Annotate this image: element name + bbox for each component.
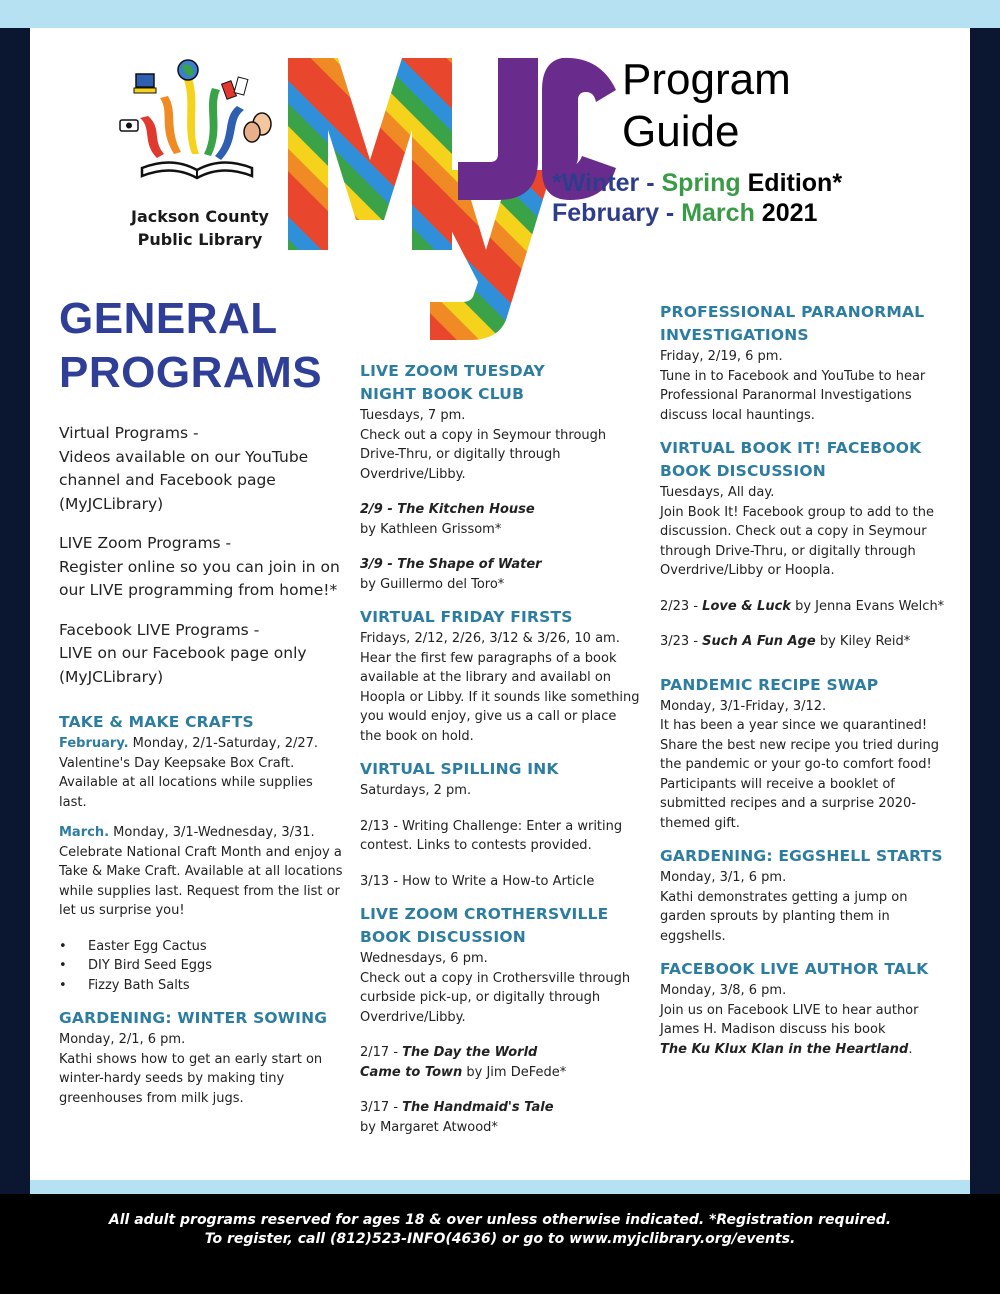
spilling-ink-when: Saturdays, 2 pm. xyxy=(360,783,472,798)
column-right xyxy=(660,301,950,1059)
footer-line2: To register, call (812)523-INFO(4636) or go to www.myjclibrary.org/events. xyxy=(204,1231,796,1247)
friday-firsts-when: Fridays, 2/12, 2/26, 3/12 & 3/26, 10 am. xyxy=(360,631,620,646)
dates-prefix: February - xyxy=(552,199,682,227)
croth-book1-author: by Jim DeFede* xyxy=(462,1064,567,1080)
book2-title: The Shape of Water xyxy=(397,557,542,572)
mar-label: March. xyxy=(59,825,110,840)
zoom-programs-title: LIVE Zoom Programs - xyxy=(59,534,232,552)
heading-line2: PROGRAMS xyxy=(59,348,323,397)
croth-book1-date: 2/17 - xyxy=(360,1045,403,1060)
edition-suffix: Edition* xyxy=(740,169,843,197)
crothersville-heading xyxy=(360,903,640,949)
paranormal-heading xyxy=(660,301,950,347)
croth-book2 xyxy=(360,1098,640,1118)
book-it-book2 xyxy=(660,632,950,652)
croth-book1 xyxy=(360,1043,640,1082)
author-talk-heading: FACEBOOK LIVE AUTHOR TALK xyxy=(660,960,929,978)
paranormal-when: Friday, 2/19, 6 pm. xyxy=(660,349,783,364)
croth-book2-date: 3/17 - xyxy=(360,1100,403,1115)
author-talk-book: The Ku Klux Klan in the Heartland xyxy=(660,1041,909,1057)
edition-info xyxy=(552,168,842,228)
edition-prefix: *Winter - xyxy=(552,169,662,197)
crothersville-body: Check out a copy in Crothersville through curbside pick-up, or digitally through Overdrive/Libby. xyxy=(360,970,631,1025)
bookit-book2-author: by Kiley Reid* xyxy=(815,634,911,649)
program-guide-title xyxy=(622,54,791,158)
author-talk-body xyxy=(660,1001,950,1060)
left-border xyxy=(0,28,30,1180)
eggshell-body: Kathi demonstrates getting a jump on garden sprouts by planting them in eggshells. xyxy=(660,889,908,944)
bookit-book1-author: by Jenna Evans Welch* xyxy=(790,598,945,614)
book-it-body: Join Book It! Facebook group to add to the discussion. Check out a copy in Seymour through Drive-Thru, or digitally through Overdrive/Libby or Hoopla. xyxy=(660,504,934,578)
library-name xyxy=(110,205,290,251)
book-it-heading-line1: VIRTUAL BOOK IT! FACEBOOK xyxy=(660,439,922,457)
book-club-book1 xyxy=(360,500,640,520)
book1-author: by Kathleen Grissom* xyxy=(360,521,502,537)
spilling-ink-heading: VIRTUAL SPILLING INK xyxy=(360,760,559,778)
dates-line xyxy=(552,198,842,228)
footer-line1: All adult programs reserved for ages 18 & over unless otherwise indicated. *Registration required. xyxy=(108,1212,892,1228)
book-club-body: Check out a copy in Seymour through Drive-Thru, or digitally through Overdrive/Libby. xyxy=(360,427,607,482)
spilling-ink-event2: 3/13 - How to Write a How-to Article xyxy=(360,873,595,889)
camera-icon xyxy=(120,120,138,131)
paranormal-body: Tune in to Facebook and YouTube to hear Professional Paranormal Investigations discuss local hauntings. xyxy=(660,368,926,423)
book-club-when: Tuesdays, 7 pm. xyxy=(360,408,466,423)
winter-sowing-heading: GARDENING: WINTER SOWING xyxy=(59,1009,328,1027)
bookit-book1-date: 2/23 - xyxy=(660,598,703,614)
book-it-book1 xyxy=(660,597,950,617)
column-middle xyxy=(360,360,640,1137)
book2-author: by Guillermo del Toro* xyxy=(360,576,505,592)
zoom-programs-body: Register online so you can join in on our LIVE programming from home!* xyxy=(59,557,340,599)
facebook-programs-title: Facebook LIVE Programs - xyxy=(59,620,260,639)
mar-body: Monday, 3/1-Wednesday, 3/31. Celebrate National Craft Month and enjoy a Take & Make Craft. Available at all locations while supplies last. Request from the list or let us surprise you! xyxy=(59,825,343,918)
dates-year: 2021 xyxy=(754,199,818,227)
masks-icon xyxy=(244,113,271,142)
edition-line xyxy=(552,168,842,198)
book-logo-icon xyxy=(112,58,282,198)
edition-spring: Spring xyxy=(661,169,741,197)
column-general xyxy=(59,292,344,1108)
croth-book2-author: by Margaret Atwood* xyxy=(360,1119,498,1135)
book-club-heading-line2: NIGHT BOOK CLUB xyxy=(360,385,525,403)
book-it-heading-line2: BOOK DISCUSSION xyxy=(660,462,826,480)
library-name-line1: Jackson County xyxy=(131,207,269,226)
footer xyxy=(0,1194,1000,1294)
book2-date: 3/9 - xyxy=(360,557,398,572)
list-item: • Easter Egg Cactus xyxy=(59,937,344,957)
bookit-book2-title: Such A Fun Age xyxy=(702,634,816,649)
general-programs-heading xyxy=(59,292,344,400)
eggshell-when: Monday, 3/1, 6 pm. xyxy=(660,870,787,885)
paranormal-heading-line2: INVESTIGATIONS xyxy=(660,326,809,344)
book-club-heading xyxy=(360,360,640,406)
bookit-book1-title: Love & Luck xyxy=(702,598,791,614)
crafts-february xyxy=(59,734,344,812)
croth-heading-line1: LIVE ZOOM CROTHERSVILLE xyxy=(360,905,609,923)
list-item: • Fizzy Bath Salts xyxy=(59,976,344,996)
feb-body: Monday, 2/1-Saturday, 2/27. Valentine's Day Keepsake Box Craft. Available at all locations while supplies last. xyxy=(59,736,319,810)
computer-icon xyxy=(134,74,156,93)
title-line2: Guide xyxy=(622,107,740,156)
croth-book1-title-b: Came to Town xyxy=(360,1064,463,1080)
recipe-swap-body: It has been a year since we quarantined! Share the best new recipe you tried during the pandemic or your go-to comfort food! Participants will receive a booklet of submitted recipes and a surprise 2020-themed gift. xyxy=(660,718,939,831)
crothersville-when: Wednesdays, 6 pm. xyxy=(360,951,488,966)
bookit-book2-date: 3/23 - xyxy=(660,634,703,649)
croth-book2-title: The Handmaid's Tale xyxy=(402,1100,554,1115)
friday-firsts-heading: VIRTUAL FRIDAY FIRSTS xyxy=(360,608,573,626)
virtual-programs-title: Virtual Programs - xyxy=(59,424,199,442)
eggshell-heading: GARDENING: EGGSHELL STARTS xyxy=(660,847,943,865)
feb-label: February. xyxy=(59,736,129,751)
heading-line1: GENERAL xyxy=(59,294,278,343)
right-border xyxy=(970,28,1000,1180)
virtual-programs-body: Videos available on our YouTube channel and Facebook page (MyJCLibrary) xyxy=(59,447,309,513)
winter-sowing-when: Monday, 2/1, 6 pm. xyxy=(59,1032,186,1047)
list-item: • DIY Bird Seed Eggs xyxy=(59,956,344,976)
author-talk-text: Join us on Facebook LIVE to hear author James H. Madison discuss his book xyxy=(660,1002,919,1037)
top-bar xyxy=(0,0,1000,28)
author-talk-when: Monday, 3/8, 6 pm. xyxy=(660,983,787,998)
author-talk-end: . xyxy=(908,1041,913,1057)
crafts-march xyxy=(59,823,344,921)
spilling-ink-event1: 2/13 - Writing Challenge: Enter a writing contest. Links to contests provided. xyxy=(360,818,623,853)
paranormal-heading-line1: PROFESSIONAL PARANORMAL xyxy=(660,303,925,321)
friday-firsts-body: Hear the first few paragraphs of a book available at the library and availabl on Hoopla or Libby. If it sounds like something you would enjoy, give us a call or place the book on hold. xyxy=(360,650,640,744)
bottom-bar xyxy=(30,1180,970,1194)
book-club-book2 xyxy=(360,555,640,575)
croth-book1-title-a: The Day the World xyxy=(402,1045,538,1060)
library-name-line2: Public Library xyxy=(137,230,263,249)
title-line1: Program xyxy=(622,55,791,104)
globe-icon xyxy=(178,60,198,80)
facebook-programs-body: LIVE on our Facebook page only (MyJCLibrary) xyxy=(59,644,307,686)
book-it-heading xyxy=(660,437,950,483)
croth-heading-line2: BOOK DISCUSSION xyxy=(360,928,526,946)
take-make-crafts-heading: TAKE & MAKE CRAFTS xyxy=(59,713,254,731)
book-club-heading-line1: LIVE ZOOM TUESDAY xyxy=(360,362,545,380)
book1-date: 2/9 - xyxy=(360,502,398,517)
recipe-swap-when: Monday, 3/1-Friday, 3/12. xyxy=(660,698,827,714)
recipe-swap-heading: PANDEMIC RECIPE SWAP xyxy=(660,675,879,694)
crafts-list xyxy=(59,937,344,996)
book-it-when: Tuesdays, All day. xyxy=(660,485,775,500)
dates-march: March xyxy=(681,199,755,227)
book1-title: The Kitchen House xyxy=(397,502,535,517)
winter-sowing-body: Kathi shows how to get an early start on winter-hardy seeds by making tiny greenhouses from milk jugs. xyxy=(59,1051,323,1106)
